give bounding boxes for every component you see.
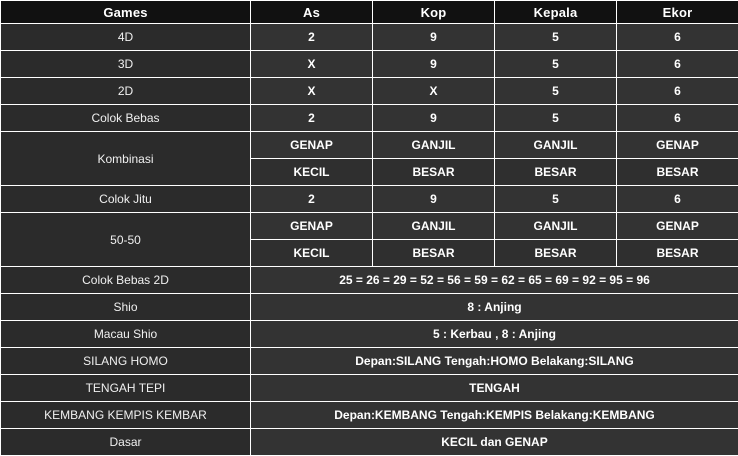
cell-4d-ekor: 6 — [617, 24, 738, 51]
row-label-tengah-tepi: TENGAH TEPI — [1, 375, 251, 402]
cell-5050-kop: GANJIL — [373, 213, 495, 240]
row-label-colok-jitu: Colok Jitu — [1, 186, 251, 213]
table-row — [1, 402, 738, 429]
row-label-colok-bebas-2d: Colok Bebas 2D — [1, 267, 251, 294]
table-row — [1, 51, 738, 78]
cell-tengah-tepi-value: TENGAH — [251, 375, 738, 402]
row-label-4d: 4D — [1, 24, 251, 51]
cell-shio-value: 8 : Anjing — [251, 294, 738, 321]
cell-2d-kop: X — [373, 78, 495, 105]
cell-3d-ekor: 6 — [617, 51, 738, 78]
cell-colok-bebas-as: 2 — [251, 105, 373, 132]
table-row — [1, 105, 738, 132]
cell-colok-jitu-kop: 9 — [373, 186, 495, 213]
table-row — [1, 24, 738, 51]
row-label-3d: 3D — [1, 51, 251, 78]
cell-macau-shio-value: 5 : Kerbau , 8 : Anjing — [251, 321, 738, 348]
cell-kombinasi-as: GENAP — [251, 132, 373, 159]
table-row — [1, 78, 738, 105]
table-row — [1, 132, 738, 159]
cell-colok-bebas-2d-value: 25 = 26 = 29 = 52 = 56 = 59 = 62 = 65 = 69 = 92 = 95 = 96 — [251, 267, 738, 294]
cell-5050b-kop: BESAR — [373, 240, 495, 267]
column-header-games: Games — [1, 1, 251, 24]
cell-kombinasi2-kop: BESAR — [373, 159, 495, 186]
cell-colok-jitu-kepala: 5 — [495, 186, 617, 213]
cell-5050-as: GENAP — [251, 213, 373, 240]
cell-kembang-kempis-kembar-value: Depan:KEMBANG Tengah:KEMPIS Belakang:KEMBANG — [251, 402, 738, 429]
cell-5050b-ekor: BESAR — [617, 240, 738, 267]
cell-colok-jitu-as: 2 — [251, 186, 373, 213]
cell-kombinasi2-kepala: BESAR — [495, 159, 617, 186]
table-row — [1, 294, 738, 321]
row-label-dasar: Dasar — [1, 429, 251, 456]
cell-kombinasi2-as: KECIL — [251, 159, 373, 186]
table-header-row — [1, 1, 738, 24]
cell-2d-kepala: 5 — [495, 78, 617, 105]
cell-5050-kepala: GANJIL — [495, 213, 617, 240]
column-header-kop: Kop — [373, 1, 495, 24]
cell-5050-ekor: GENAP — [617, 213, 738, 240]
cell-kombinasi-kop: GANJIL — [373, 132, 495, 159]
table-body — [1, 24, 738, 456]
cell-kombinasi2-ekor: BESAR — [617, 159, 738, 186]
cell-silang-homo-value: Depan:SILANG Tengah:HOMO Belakang:SILANG — [251, 348, 738, 375]
column-header-kepala: Kepala — [495, 1, 617, 24]
column-header-ekor: Ekor — [617, 1, 738, 24]
cell-3d-kepala: 5 — [495, 51, 617, 78]
cell-dasar-value: KECIL dan GENAP — [251, 429, 738, 456]
cell-kombinasi-ekor: GENAP — [617, 132, 738, 159]
cell-colok-bebas-kop: 9 — [373, 105, 495, 132]
table-row — [1, 321, 738, 348]
row-label-2d: 2D — [1, 78, 251, 105]
row-label-shio: Shio — [1, 294, 251, 321]
row-label-50-50: 50-50 — [1, 213, 251, 267]
cell-colok-jitu-ekor: 6 — [617, 186, 738, 213]
cell-4d-as: 2 — [251, 24, 373, 51]
cell-2d-ekor: 6 — [617, 78, 738, 105]
cell-kombinasi-kepala: GANJIL — [495, 132, 617, 159]
row-label-colok-bebas: Colok Bebas — [1, 105, 251, 132]
table-row — [1, 348, 738, 375]
table-row — [1, 429, 738, 456]
table-row — [1, 267, 738, 294]
row-label-kembang-kempis-kembar: KEMBANG KEMPIS KEMBAR — [1, 402, 251, 429]
cell-colok-bebas-kepala: 5 — [495, 105, 617, 132]
cell-4d-kepala: 5 — [495, 24, 617, 51]
cell-2d-as: X — [251, 78, 373, 105]
cell-4d-kop: 9 — [373, 24, 495, 51]
cell-3d-as: X — [251, 51, 373, 78]
cell-3d-kop: 9 — [373, 51, 495, 78]
row-label-macau-shio: Macau Shio — [1, 321, 251, 348]
table-row — [1, 375, 738, 402]
table-header — [1, 1, 738, 24]
table-row — [1, 213, 738, 240]
table-row — [1, 186, 738, 213]
cell-colok-bebas-ekor: 6 — [617, 105, 738, 132]
cell-5050b-as: KECIL — [251, 240, 373, 267]
row-label-silang-homo: SILANG HOMO — [1, 348, 251, 375]
column-header-as: As — [251, 1, 373, 24]
row-label-kombinasi: Kombinasi — [1, 132, 251, 186]
cell-5050b-kepala: BESAR — [495, 240, 617, 267]
